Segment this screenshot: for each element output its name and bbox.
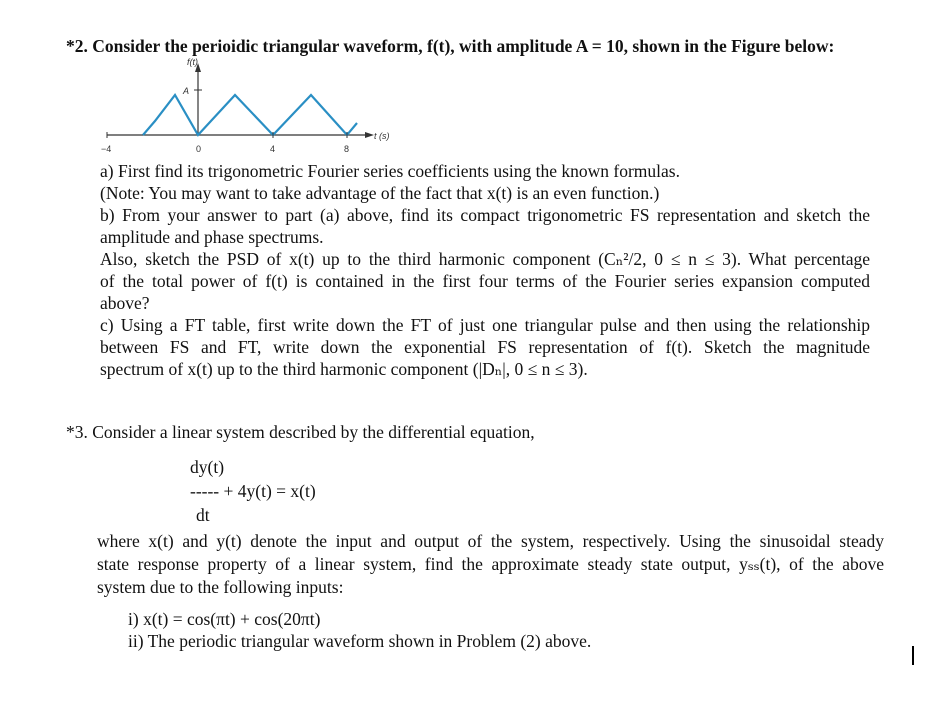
tick-label-neg4: −4: [101, 144, 112, 154]
problem-3-heading-text: Consider a linear system described by the differential equation,: [92, 422, 535, 442]
text-cursor: [912, 646, 914, 665]
part-c-line-3: spectrum of x(t) up to the third harmonic component (|Dₙ|, 0 ≤ n ≤ 3).: [100, 359, 588, 379]
psd-line-3: above?: [100, 293, 150, 313]
x-axis-arrow: [365, 132, 374, 138]
equation-denominator: dt: [196, 505, 210, 525]
waveform-line: [143, 95, 357, 135]
part-a-note: (Note: You may want to take advantage of the fact that x(t) is an even function.): [100, 183, 660, 203]
input-ii: ii) The periodic triangular waveform shown in Problem (2) above.: [128, 631, 592, 651]
psd-line-2: of the total power of f(t) is contained in the first four terms of the Fourier series expansion computed: [100, 271, 870, 291]
part-b-line-2: amplitude and phase spectrums.: [100, 227, 324, 247]
part-b-line-1: b) From your answer to part (a) above, find its compact trigonometric FS representation and sketch the: [100, 205, 870, 225]
equation-numerator: dy(t): [190, 457, 225, 477]
problem-3-body-line-2: state response property of a linear system, find the approximate steady state output, yₛₛ(t), of the above: [97, 554, 884, 574]
equation-main: ----- + 4y(t) = x(t): [190, 481, 316, 501]
input-i: i) x(t) = cos(πt) + cos(20πt): [128, 609, 321, 629]
triangular-waveform-figure: [95, 55, 395, 160]
psd-line-1: Also, sketch the PSD of x(t) up to the third harmonic component (Cₙ²/2, 0 ≤ n ≤ 3). What percentage: [100, 249, 870, 269]
problem-3-body-line-3: system due to the following inputs:: [97, 577, 344, 597]
problem-3-heading: [66, 421, 535, 443]
tick-label-8: 8: [344, 144, 350, 154]
part-c-line-2: between FS and FT, write down the exponential FS representation of f(t). Sketch the magnitude: [100, 337, 870, 357]
part-a-line-1: a) First find its trigonometric Fourier series coefficients using the known formulas.: [100, 161, 680, 181]
x-axis-label: t (s): [374, 131, 390, 141]
amplitude-label: A: [183, 86, 190, 96]
problem-2-heading-text: Consider the perioidic triangular waveform, f(t), with amplitude A = 10, shown in the Figure below:: [92, 36, 835, 56]
problem-3-body-line-1: where x(t) and y(t) denote the input and output of the system, respectively. Using the sinusoidal steady: [97, 531, 884, 551]
problem-2-number: *2.: [66, 36, 88, 56]
tick-label-4: 4: [270, 144, 276, 154]
problem-2-heading: [66, 35, 834, 57]
y-axis-label: f(t): [187, 57, 198, 67]
part-c-line-1: c) Using a FT table, first write down the FT of just one triangular pulse and then using the relationship: [100, 315, 870, 335]
problem-3-number: *3.: [66, 422, 88, 442]
tick-label-0: 0: [196, 144, 202, 154]
